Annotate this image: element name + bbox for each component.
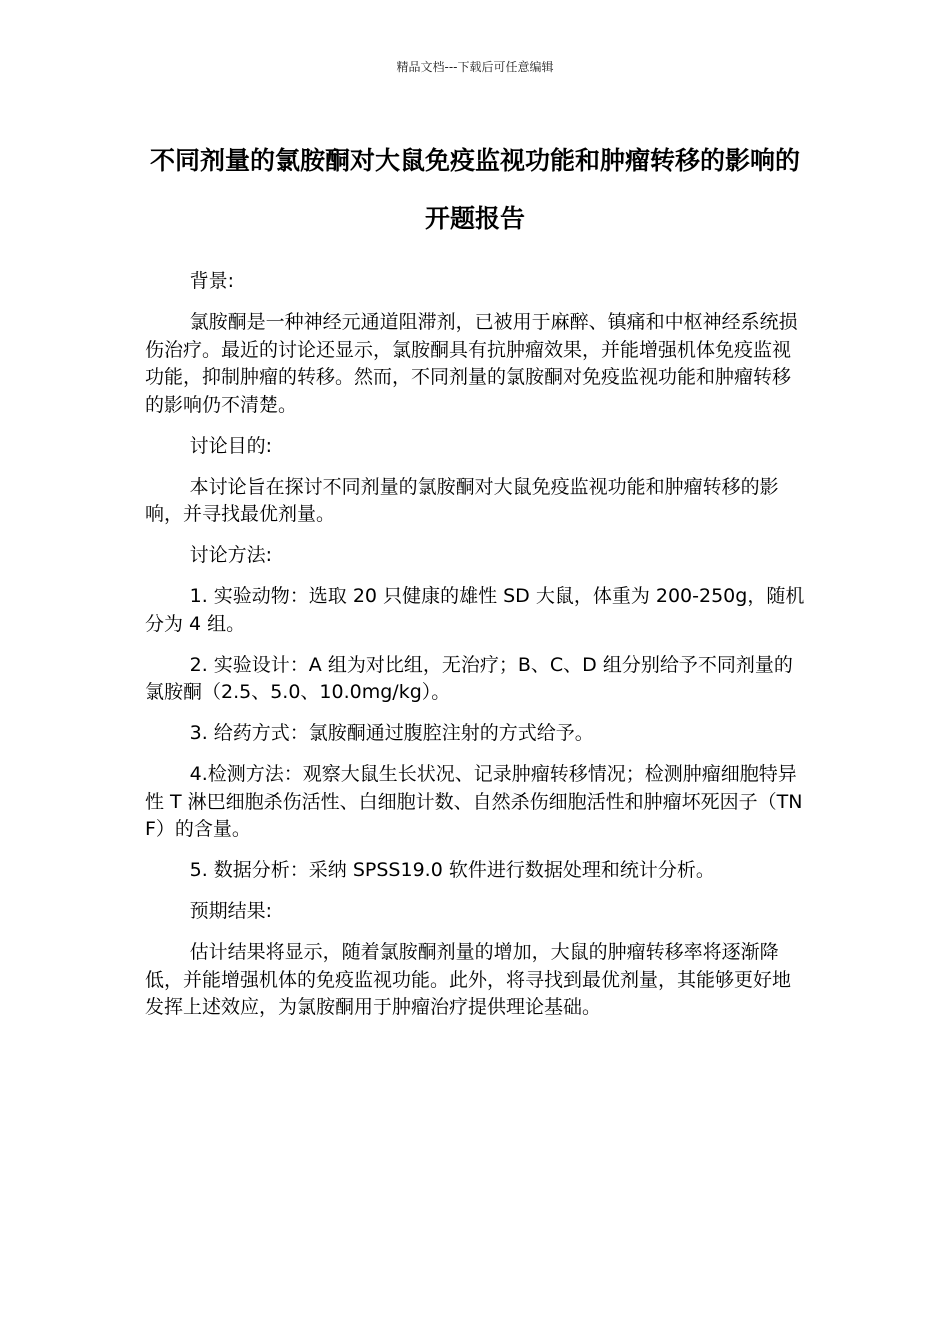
document-body xyxy=(145,268,805,1035)
method-item-4: 4.检测方法：观察大鼠生长状况、记录肿瘤转移情况；检测肿瘤细胞特异性 T 淋巴细胞杀伤活性、白细胞计数、自然杀伤细胞活性和肿瘤坏死因子（TNF）的含量。 xyxy=(145,763,803,840)
header-note: 精品文档---下载后可任意编辑 xyxy=(396,60,554,74)
method-item-5: 5. 数据分析：采纳 SPSS19.0 软件进行数据处理和统计分析。 xyxy=(189,859,715,881)
section-heading-objective: 讨论目的: xyxy=(189,434,273,457)
method-item-2: 2. 实验设计：A 组为对比组，无治疗；B、C、D 组分别给予不同剂量的氯胺酮（2.5、5.0、10.0mg/kg）。 xyxy=(145,653,793,703)
document-title: 不同剂量的氯胺酮对大鼠免疫监视功能和肿瘤转移的影响的开题报告 xyxy=(149,146,800,233)
method-item-3: 3. 给药方式：氯胺酮通过腹腔注射的方式给予。 xyxy=(189,722,594,744)
section-heading-expected-results: 预期结果: xyxy=(189,900,273,922)
paragraph-objective: 本讨论旨在探讨不同剂量的氯胺酮对大鼠免疫监视功能和肿瘤转移的影响，并寻找最优剂量。 xyxy=(145,475,779,525)
section-heading-methods: 讨论方法: xyxy=(189,544,273,566)
section-heading-background: 背景: xyxy=(189,270,235,292)
paragraph-expected-results: 估计结果将显示，随着氯胺酮剂量的增加，大鼠的肿瘤转移率将逐渐降低，并能增强机体的免疫监视功能。此外，将寻找到最优剂量，其能够更好地发挥上述效应，为氯胺酮用于肿瘤治疗提供理论基础。 xyxy=(145,941,792,1018)
method-item-1: 1. 实验动物：选取 20 只健康的雄性 SD 大鼠，体重为 200-250g，随机分为 4 组。 xyxy=(145,585,805,635)
paragraph-background: 氯胺酮是一种神经元通道阻滞剂，已被用于麻醉、镇痛和中枢神经系统损伤治疗。最近的讨论还显示，氯胺酮具有抗肿瘤效果，并能增强机体免疫监视功能，抑制肿瘤的转移。然而，不同剂量的氯胺酮对免疫监视功能和肿瘤转移的影响仍不清楚。 xyxy=(145,311,798,416)
